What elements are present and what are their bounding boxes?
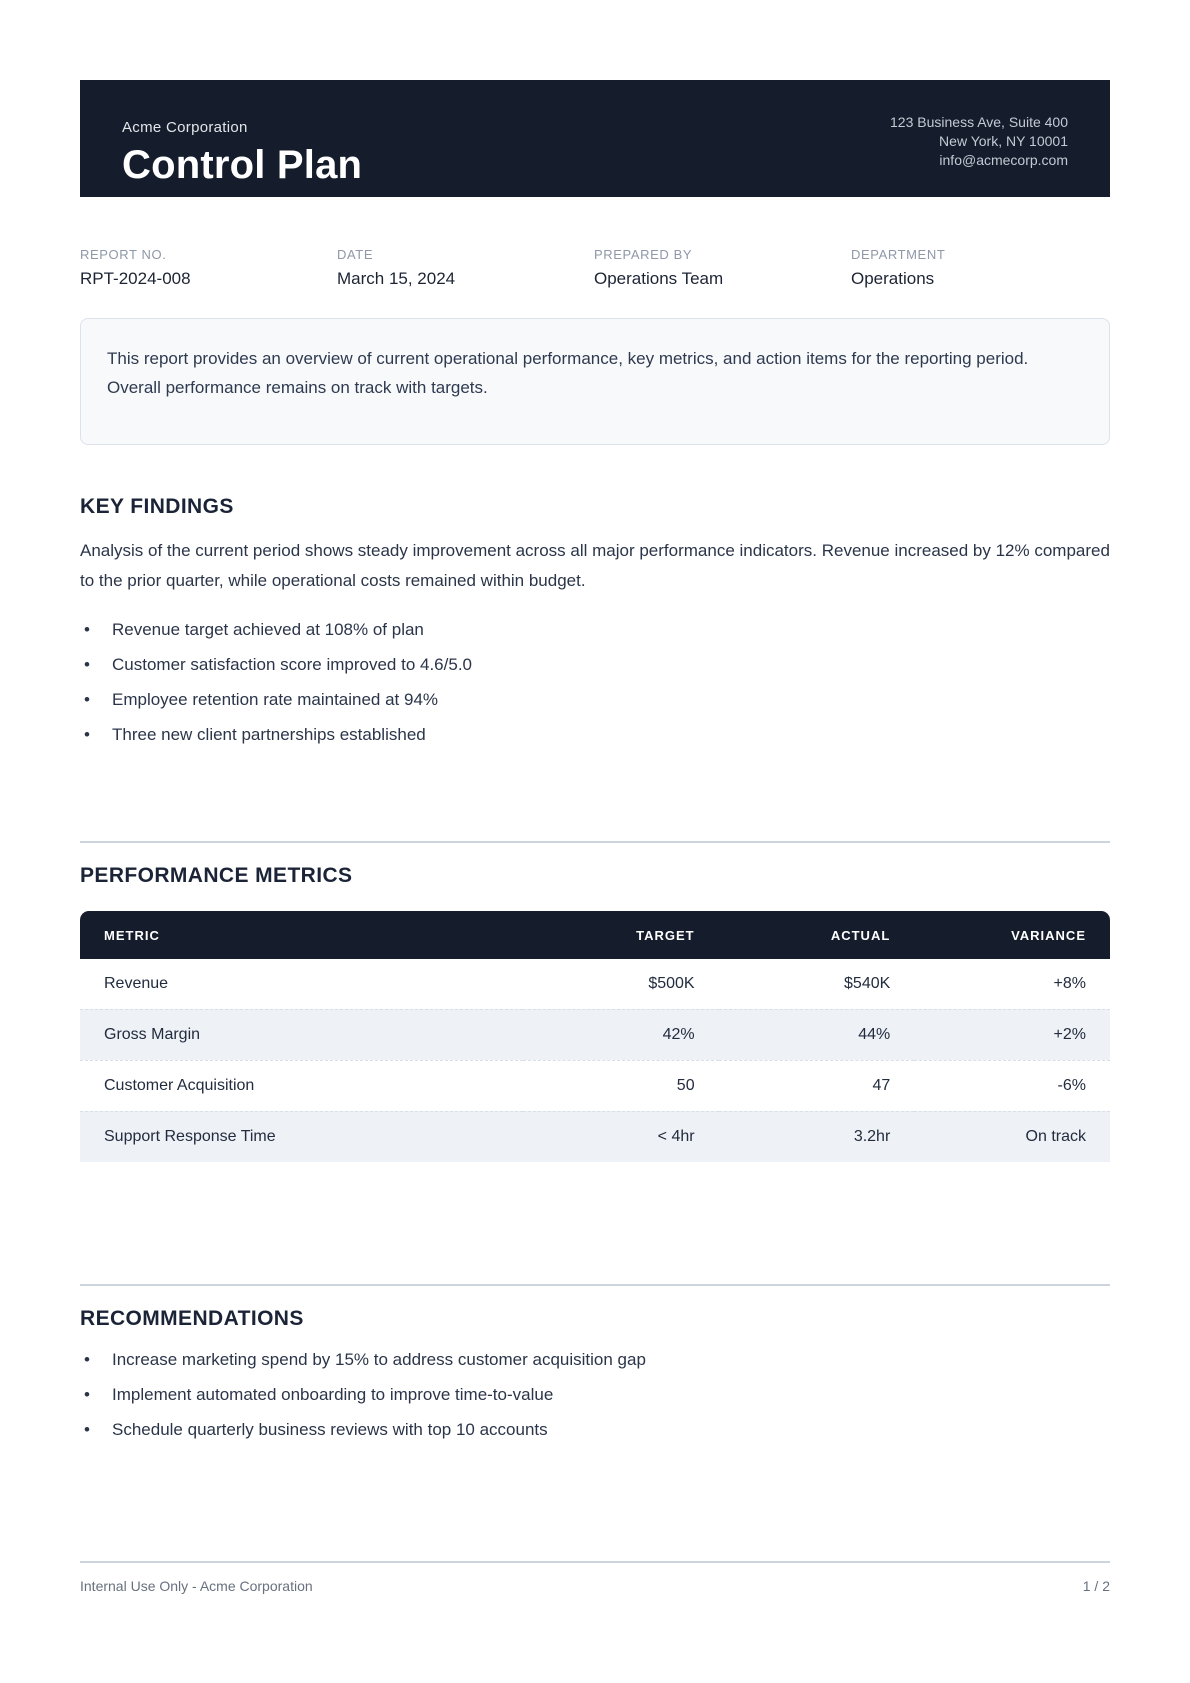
- table-cell: +8%: [1053, 975, 1086, 992]
- section-heading-recommendations: RECOMMENDATIONS: [80, 1307, 304, 1330]
- confidentiality-note: Internal Use Only - Acme Corporation: [80, 1578, 313, 1594]
- table-cell: Customer Acquisition: [80, 1060, 523, 1111]
- column-header-metric: METRIC: [80, 911, 523, 959]
- table-row: [80, 1111, 1110, 1162]
- meta-value: Operations Team: [594, 269, 724, 288]
- list-item: • Implement automated onboarding to improve time-to-value: [80, 1385, 1110, 1404]
- table-cell: $500K: [648, 975, 695, 992]
- summary-box: [80, 318, 1110, 445]
- key-findings-intro: Analysis of the current period shows steady improvement across all major performance indicators. Revenue increased by 12% compared to the prior quarter, while operational costs remained within budget.: [80, 541, 1110, 590]
- meta-value: March 15, 2024: [337, 269, 456, 288]
- table-header-row: [80, 911, 1110, 959]
- table-cell: +2%: [914, 1009, 1110, 1060]
- list-item: • Three new client partnerships established: [80, 725, 1110, 744]
- company-email: info@acmecorp.com: [939, 152, 1068, 168]
- list-item: • Employee retention rate maintained at 94%: [80, 690, 1110, 709]
- section-heading-performance-metrics: PERFORMANCE METRICS: [80, 864, 353, 887]
- table-cell: Gross Margin: [80, 1009, 523, 1060]
- page-footer: [80, 1578, 1110, 1594]
- list-item: • Revenue target achieved at 108% of plan: [80, 620, 1110, 639]
- meta-label: REPORT NO.: [80, 247, 167, 262]
- key-findings-list: [80, 620, 1110, 744]
- table-row: [80, 959, 1110, 1009]
- list-item: • Schedule quarterly business reviews with top 10 accounts: [80, 1420, 1110, 1439]
- meta-label: DATE: [337, 247, 374, 262]
- table-row: [80, 1060, 1110, 1111]
- meta-label: DEPARTMENT: [851, 247, 946, 262]
- report-meta-row: [80, 247, 1110, 289]
- table-cell: 42%: [523, 1009, 719, 1060]
- list-item: • Increase marketing spend by 15% to address customer acquisition gap: [80, 1350, 1110, 1369]
- table-cell: 47: [719, 1060, 915, 1111]
- section-divider: [80, 1284, 1110, 1286]
- summary-text: This report provides an overview of current operational performance, key metrics, and action items for the reporting period. Overall performance remains on track with targets.: [107, 349, 1029, 397]
- meta-label: PREPARED BY: [594, 247, 693, 262]
- section-heading-key-findings: KEY FINDINGS: [80, 495, 234, 518]
- meta-value: RPT-2024-008: [80, 269, 191, 288]
- recommendations-list: [80, 1350, 1110, 1439]
- company-address: [890, 80, 1068, 197]
- company-name: Acme Corporation: [122, 119, 248, 136]
- page-number: 1 / 2: [1082, 1578, 1110, 1594]
- meta-field-prepared-by: [594, 247, 851, 289]
- meta-field-report-no: [80, 247, 337, 289]
- page-title: Control Plan: [122, 143, 363, 187]
- column-header-variance: VARIANCE: [914, 911, 1110, 959]
- column-header-actual: ACTUAL: [719, 911, 915, 959]
- report-header-banner: [80, 80, 1110, 197]
- column-header-target: TARGET: [523, 911, 719, 959]
- header-left-block: [122, 80, 362, 197]
- meta-field-department: [851, 247, 1108, 289]
- table-cell: < 4hr: [523, 1111, 719, 1162]
- table-row: [80, 1009, 1110, 1060]
- section-divider: [80, 841, 1110, 843]
- table-cell: -6%: [914, 1060, 1110, 1111]
- table-cell: 44%: [719, 1009, 915, 1060]
- meta-field-date: [337, 247, 594, 289]
- metrics-table: [80, 911, 1110, 1162]
- table-cell: Support Response Time: [80, 1111, 523, 1162]
- table-cell: 3.2hr: [719, 1111, 915, 1162]
- table-cell: On track: [914, 1111, 1110, 1162]
- address-line-1: 123 Business Ave, Suite 400: [890, 114, 1068, 130]
- table-cell: Revenue: [104, 975, 169, 992]
- address-line-2: New York, NY 10001: [939, 133, 1068, 149]
- table-cell: 50: [523, 1060, 719, 1111]
- table-cell: $540K: [844, 975, 891, 992]
- meta-value: Operations: [851, 269, 935, 288]
- footer-divider: [80, 1561, 1110, 1563]
- list-item: • Customer satisfaction score improved to 4.6/5.0: [80, 655, 1110, 674]
